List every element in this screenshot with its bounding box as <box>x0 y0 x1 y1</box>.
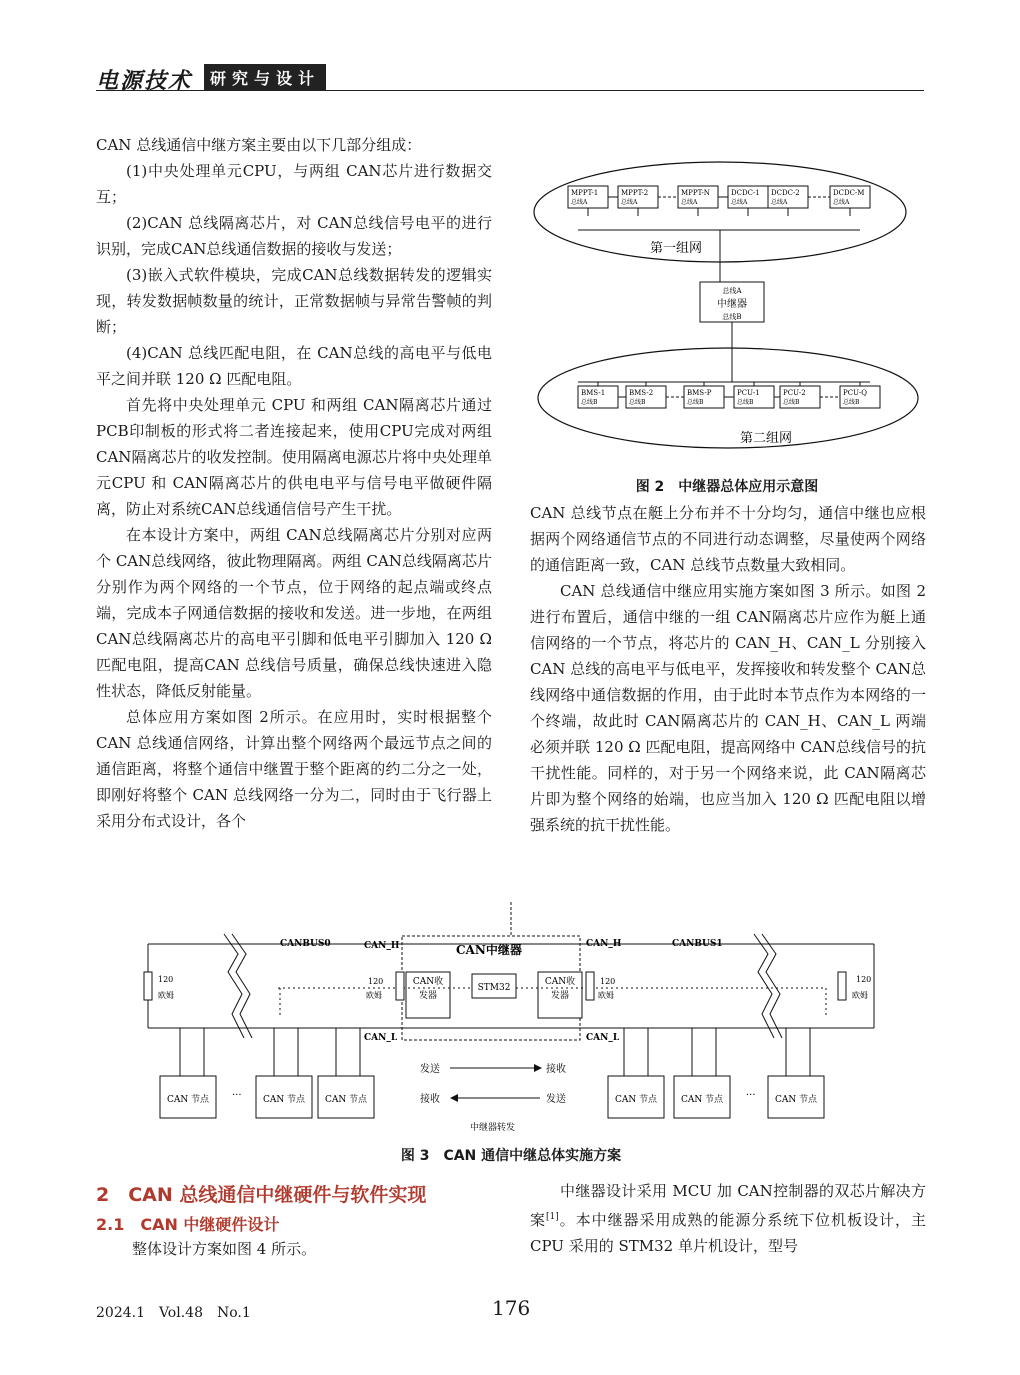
paragraph: (4)CAN 总线匹配电阻，在 CAN总线的高电平与低电平之间并联 120 Ω 匹配电阻。 <box>96 344 492 388</box>
canl-left: CAN_L <box>364 1033 398 1043</box>
paragraph: 首先将中央处理单元 CPU 和两组 CAN隔离芯片通过 PCB印制板的形式将二者连接起来，使用CPU完成对两组 CAN隔离芯片的收发控制。使用隔离电源芯片将中央处理单元CPU 和 CAN隔离芯片的供电电平与信号电平做硬件隔离，防止对系统CAN总线通信信号产生干扰。 <box>96 396 492 518</box>
subsection-heading: 2.1 CAN 中继硬件设计 <box>96 1215 280 1234</box>
forward-label: 中继器转发 <box>470 1123 516 1133</box>
paragraph: (3)嵌入式软件模块，完成CAN总线数据转发的逻辑实现，转发数据帧数量的统计，正常数据帧与异常告警帧的判断； <box>96 266 492 336</box>
node-bus: 总线A <box>681 199 698 206</box>
node-name: BMS-2 <box>629 389 654 397</box>
node-name: MPPT-1 <box>571 189 599 197</box>
network-node <box>578 386 618 408</box>
network-node <box>830 186 870 208</box>
xcvr-left-l2: 发器 <box>418 991 438 1001</box>
node-bus: 总线B <box>843 399 860 406</box>
node-bus: 总线B <box>629 399 646 406</box>
paragraph: CAN 总线通信中继方案主要由以下几部分组成： <box>96 136 422 154</box>
issue-info: 2024.1 Vol.48 No.1 <box>96 1305 251 1321</box>
nodes-ellipsis-left: ··· <box>232 1090 242 1101</box>
paragraph: 总体应用方案如图 2所示。在应用时，实时根据整个 CAN 总线通信网络，计算出整个网络两个最远节点之间的通信距离，将整个通信中继置于整个距离的约二分之一处，即刚好将整个 CAN 总线网络一分为二，同时由于飞行器上采用分布式设计，各个 <box>96 708 492 830</box>
can-node <box>674 1076 730 1118</box>
can-node-label: CAN 节点 <box>324 1095 368 1105</box>
figure-3 <box>140 902 882 1142</box>
node-name: DCDC-1 <box>731 189 760 197</box>
section-heading: 2 CAN 总线通信中继硬件与软件实现 <box>96 1184 427 1206</box>
can-node <box>318 1076 374 1118</box>
xcvr-left-l1: CAN收 <box>412 977 444 987</box>
node-bus: 总线A <box>771 199 788 206</box>
node-bus: 总线B <box>783 399 800 406</box>
node-bus: 总线A <box>731 199 748 206</box>
network-node <box>626 386 666 408</box>
can-node <box>768 1076 824 1118</box>
node-bus: 总线A <box>571 199 588 206</box>
node-bus: 总线B <box>737 399 754 406</box>
fig3-caption: 图 3 CAN 通信中继总体实施方案 <box>400 1148 622 1164</box>
relay-design-text: 中继器设计采用 MCU 加 CAN控制器的双芯片解决方案 <box>530 1182 926 1229</box>
can-node-label: CAN 节点 <box>774 1095 818 1105</box>
node-name: DCDC-2 <box>771 189 800 197</box>
res4-unit: 欧姆 <box>852 991 868 1000</box>
res3-unit: 欧姆 <box>598 991 614 1000</box>
bus0-label: CANBUS0 <box>280 939 331 949</box>
res2-unit: 欧姆 <box>366 991 382 1000</box>
send-left: 发送 <box>420 1064 440 1075</box>
left-column <box>96 132 492 834</box>
canh-left: CAN_H <box>364 941 400 951</box>
can-node-label: CAN 节点 <box>262 1095 306 1105</box>
relay-top: 总线A <box>722 287 742 295</box>
fig2-caption: 图 2 中继器总体应用示意图 <box>635 479 819 495</box>
res2-value: 120 <box>368 977 384 986</box>
page-header <box>96 62 924 94</box>
network-node <box>768 186 808 208</box>
citation: [1] <box>545 1212 559 1222</box>
can-node <box>160 1076 216 1118</box>
network-node <box>684 386 724 408</box>
network-node <box>734 386 774 408</box>
node-bus: 总线B <box>581 399 598 406</box>
recv-right: 接收 <box>546 1064 566 1075</box>
xcvr-right-l2: 发器 <box>550 991 570 1001</box>
node-bus: 总线A <box>621 199 638 206</box>
group2-label: 第二组网 <box>740 431 793 446</box>
res1-unit: 欧姆 <box>158 991 174 1000</box>
relay-name: 中继器 <box>717 299 747 310</box>
recv-left: 接收 <box>420 1094 440 1105</box>
res3-value: 120 <box>600 977 616 986</box>
right-column-bottom <box>530 1178 926 1259</box>
network-node <box>840 386 880 408</box>
send-right: 发送 <box>546 1094 566 1105</box>
node-name: MPPT-N <box>681 189 710 197</box>
node-name: MPPT-2 <box>621 189 649 197</box>
network-node <box>568 186 608 208</box>
canh-right: CAN_H <box>586 939 622 949</box>
node-name: BMS-P <box>687 389 712 397</box>
paragraph: (1)中央处理单元CPU，与两组 CAN芯片进行数据交互； <box>96 162 492 206</box>
node-bus: 总线B <box>687 399 704 406</box>
can-node <box>256 1076 312 1118</box>
node-name: BMS-1 <box>581 389 606 397</box>
network-node <box>728 186 768 208</box>
section-tag: 研究与设计 <box>204 64 326 91</box>
xcvr-right-l1: CAN收 <box>544 977 576 987</box>
node-name: PCU-2 <box>783 389 806 397</box>
paragraph: CAN 总线节点在艇上分布并不十分均匀，通信中继也应根据两个网络通信节点的不同进行动态调整，尽量使两个网络的通信距离一致，CAN 总线节点数量大致相同。 <box>530 504 926 574</box>
node-name: PCU-Q <box>843 389 867 397</box>
group1-label: 第一组网 <box>650 241 703 256</box>
res4-value: 120 <box>856 975 872 984</box>
journal-brand: 电源技术 <box>96 68 193 94</box>
right-column <box>530 500 926 838</box>
overall-design-text: 整体设计方案如图 4 所示。 <box>132 1240 317 1258</box>
paragraph: 在本设计方案中，两组 CAN总线隔离芯片分别对应两个 CAN总线网络，彼此物理隔离。两组 CAN总线隔离芯片分别作为两个网络的一个节点，位于网络的起点端或终点端，完成本子网通信数据的接收和发送。进一步地，在两组 CAN总线隔离芯片的高电平引脚和低电平引脚加入 120 Ω匹配电阻，提高CAN 总线信号质量，确保总线快速进入隐性状态，降低反射能量。 <box>96 526 492 700</box>
paragraph: (2)CAN 总线隔离芯片，对 CAN总线信号电平的进行识别，完成CAN总线通信数据的接收与发送； <box>96 214 492 258</box>
page-number: 176 <box>492 1296 531 1320</box>
can-node-label: CAN 节点 <box>680 1095 724 1105</box>
res1-value: 120 <box>158 975 174 984</box>
node-bus: 总线A <box>833 199 850 206</box>
relay-bottom: 总线B <box>722 313 742 321</box>
relay-design-text-cont: 。本中继器采用成熟的能源分系统下位机板设计，主 CPU 采用的 STM32 单片机设计，型号 <box>530 1211 926 1255</box>
network-node <box>678 186 718 208</box>
mcu-label: STM32 <box>477 983 511 993</box>
node-name: DCDC-M <box>833 189 865 197</box>
relay-title: CAN中继器 <box>456 943 522 957</box>
canl-right: CAN_L <box>586 1033 620 1043</box>
nodes-ellipsis-right: ··· <box>746 1090 756 1101</box>
can-node-label: CAN 节点 <box>166 1095 210 1105</box>
paragraph: CAN 总线通信中继应用实施方案如图 3 所示。如图 2 进行布置后，通信中继的一组 CAN隔离芯片应作为艇上通信网络的一个节点，将芯片的 CAN_H、CAN_L 分别接入 CAN 总线的高电平与低电平，发挥接收和转发整个 CAN总线网络中通信数据的作用，由于此时本节点作为本网络的一个终端，故此时 CAN隔离芯片的 CAN_H、CAN_L 两端必须并联 120 Ω 匹配电阻，提高网络中 CAN总线信号的抗干扰性能。同样的，对于另一个网络来说，此 CAN隔离芯片即为整个网络的始端，也应当加入 120 Ω 匹配电阻以增强系统的抗干扰性能。 <box>530 582 926 834</box>
can-node <box>608 1076 664 1118</box>
bus1-label: CANBUS1 <box>672 939 723 949</box>
node-name: PCU-1 <box>737 389 760 397</box>
can-node-label: CAN 节点 <box>614 1095 658 1105</box>
figure-2 <box>530 160 924 465</box>
network-node <box>780 386 820 408</box>
network-node <box>618 186 658 208</box>
